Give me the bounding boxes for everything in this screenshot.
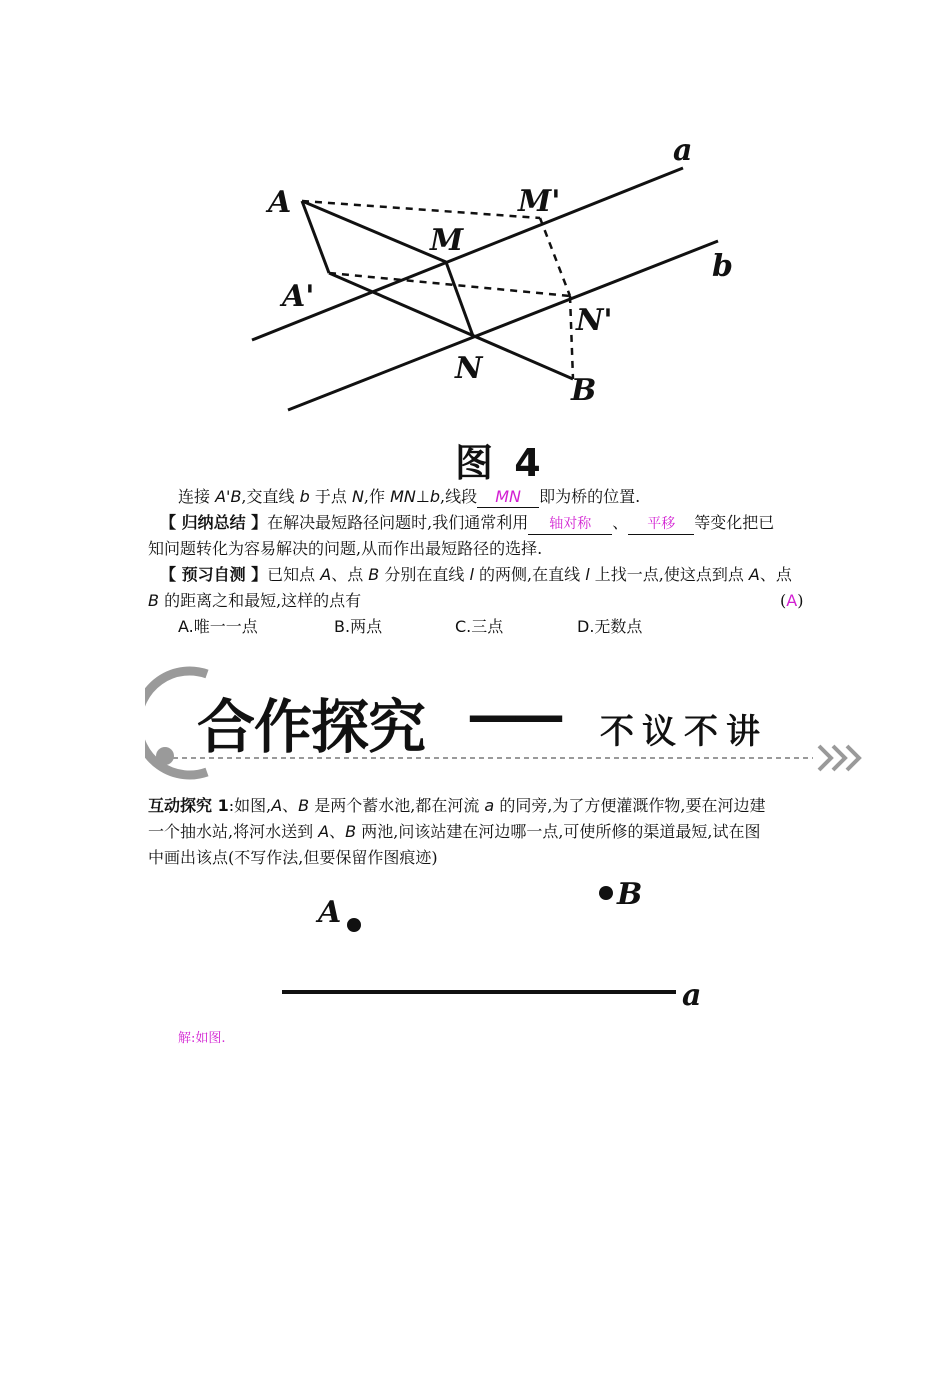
section-banner [145,664,875,780]
point-B-label: B [571,373,597,408]
line-b-label: b [712,249,733,284]
exploration-label: 互动探究 1 [148,796,229,815]
text: ,作 [363,487,391,506]
option-c: C.三点 [455,617,504,636]
option-d: D.无数点 [577,617,643,636]
text: 、 [282,796,299,815]
point-M-label: M [430,223,464,258]
exploration-paragraph-line2 [148,819,761,845]
summary-paragraph [160,510,774,536]
var: A [748,565,760,584]
text: ,线段 [439,487,478,506]
self-test-paragraph-line2 [148,588,361,614]
var: MN [390,487,416,506]
text: :如图, [228,796,272,815]
point-N-label: N [455,351,483,386]
point-M-prime-label: M' [518,184,561,219]
var: A [320,565,332,584]
text: 等变化把已 [694,513,775,532]
answer-blank-symmetry: 轴对称 [528,514,612,535]
answer-blank-translation: 平移 [628,514,694,535]
var: A [271,796,283,815]
text: 、点 [759,565,792,584]
answer-choice: A [786,591,798,610]
text: 即为桥的位置. [539,487,641,506]
text: 在解决最短路径问题时,我们通常利用 [267,513,529,532]
text: 、 [329,822,346,841]
text: ,交直线 [241,487,300,506]
text: 的同旁,为了方便灌溉作物,要在河边建 [494,796,766,815]
point-B-dot [599,886,613,900]
solution-text: 解:如图. [178,1031,226,1046]
river-diagram [270,870,720,1020]
banner-chevrons-icon [817,744,869,772]
text: 的距离之和最短,这样的点有 [158,591,362,610]
paren: ) [797,591,804,610]
figure-caption: 图 4 [455,441,545,485]
text: 、 [612,513,629,532]
self-test-paragraph [160,562,792,588]
text: 于点 [309,487,352,506]
point-A-dot [347,918,361,932]
option-a: A.唯一一点 [178,617,258,636]
self-test-tag: 【 预习自测 】 [160,565,268,584]
conclusion-paragraph [178,484,640,510]
text: 的两侧,在直线 [473,565,586,584]
var: a [484,796,495,815]
self-test-answer [780,588,803,614]
point-B-label: B [617,877,643,912]
text: 是两个蓄水池,都在河流 [309,796,485,815]
exploration-paragraph-line3: 中画出该点(不写作法,但要保留作图痕迹) [148,848,438,867]
summary-paragraph-line2: 知问题转化为容易解决的问题,从而作出最短路径的选择. [148,539,543,558]
exploration-paragraph [148,793,766,819]
text: ⊥ [415,487,430,506]
text: 两池,问该站建在河边哪一点,可使所修的渠道最短,试在图 [356,822,761,841]
text: 一个抽水站,将河水送到 [148,822,319,841]
text: 、点 [331,565,369,584]
var: l [469,565,474,584]
line-a-label: a [673,133,693,168]
text: 连接 [178,487,216,506]
var: B [368,565,380,584]
var: B [345,822,357,841]
var: A [318,822,330,841]
var: b [299,487,310,506]
var: b [429,487,440,506]
paren: ( [780,591,787,610]
point-N-prime-label: N' [576,303,613,338]
text: 已知点 [267,565,321,584]
banner-dash: —— [467,686,559,746]
var: B [148,591,159,610]
var: A'B [215,487,242,506]
banner-title: 合作探究 [197,693,426,761]
text: 上找一点,使这点到点 [589,565,749,584]
summary-tag: 【 归纳总结 】 [160,513,268,532]
var: B [298,796,310,815]
point-A-prime-label: A' [282,279,315,314]
point-A-label: A [318,895,342,930]
text: 分别在直线 [379,565,470,584]
figure-4-diagram [240,130,740,430]
option-b: B.两点 [334,617,383,636]
banner-subtitle: 不议不讲 [600,712,768,752]
river-a-label: a [682,978,702,1013]
point-A-label: A [268,185,292,220]
answer-blank-mn: MN [477,487,539,508]
var: N [351,487,364,506]
var: l [585,565,590,584]
